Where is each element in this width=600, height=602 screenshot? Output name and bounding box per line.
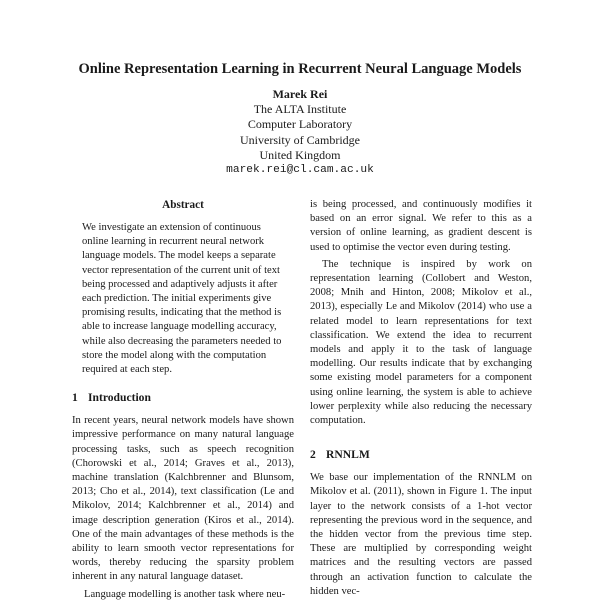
section-title: RNNLM bbox=[326, 448, 370, 462]
section-heading-introduction bbox=[72, 391, 294, 405]
left-column bbox=[72, 198, 294, 602]
intro-paragraph: In recent years, neural network models have shown impressive performance on many natural language processing tasks, such as speech recognition (Chorowski et al., 2014; Graves et al., 2013), machine translation (Kalchbrenner and Blunsom, 2013; Cho et al., 2014), text classification (Le and Mikolov, 2014; Kalchbrenner et al., 2014) and image description generation (Kiros et al., 2014). One of the main advantages of these methods is the ability to learn smooth vector representations for words, thereby reducing the sparsity problem inherent in any natural language dataset. bbox=[72, 415, 294, 583]
section-number: 1 bbox=[72, 391, 78, 405]
intro-continuation-paragraph: is being processed, and continuously modifies it based on an error signal. We refer to this as a version of online learning, as gradient descent is used to optimise the vector even during testing. bbox=[310, 199, 532, 253]
affiliation-line: United Kingdom bbox=[259, 147, 341, 162]
affiliation-line: The ALTA Institute bbox=[253, 102, 347, 117]
section-heading-rnnlm bbox=[310, 448, 532, 462]
intro-paragraph: Language modelling is another task where neu- bbox=[84, 588, 286, 600]
author-block bbox=[0, 87, 600, 178]
section-number: 2 bbox=[310, 448, 316, 462]
section-title: Introduction bbox=[88, 391, 151, 405]
affiliation-line: University of Cambridge bbox=[240, 132, 360, 147]
abstract-text: We investigate an extension of continuous online learning in recurrent neural network language models. The model keeps a separate vector representation of the current unit of text being processed and adaptively adjusts it after each prediction. The initial experiments give promising results, indicating that the method is able to increase language modelling accuracy, while also decreasing the parameters needed to store the model along with the computation required at each step. bbox=[82, 222, 282, 376]
author-name: Marek Rei bbox=[272, 87, 328, 101]
author-email: marek.rei@cl.cam.ac.uk bbox=[226, 164, 374, 177]
rnnlm-paragraph: We base our implementation of the RNNLM on Mikolov et al. (2011), shown in Figure 1. The input layer to the network consists of a 1-hot vector representing the previous word in the sequence, and the hidden vector from the previous time step. These are multiplied by corresponding weight matrices and the resulting vectors are passed through an activation function to calculate the hidden vec- bbox=[310, 472, 532, 597]
paper-title: Online Representation Learning in Recurrent Neural Language Models bbox=[78, 61, 522, 77]
intro-continuation-paragraph: The technique is inspired by work on representation learning (Collobert and Weston, 2008; Mnih and Hinton, 2008; Mikolov et al., 2013), especially Le and Mikolov (2014) who use a related model to learn representations for text classification. We extend the idea to recurrent models and apply it to the task of language modelling. Our results indicate that by exchanging some existing model parameters for a component using online learning, the system is able to achieve lower perplexity while also reducing the necessary computation. bbox=[310, 258, 532, 427]
affiliation-line: Computer Laboratory bbox=[247, 117, 353, 132]
abstract-heading: Abstract bbox=[162, 199, 204, 211]
right-column bbox=[310, 198, 532, 599]
